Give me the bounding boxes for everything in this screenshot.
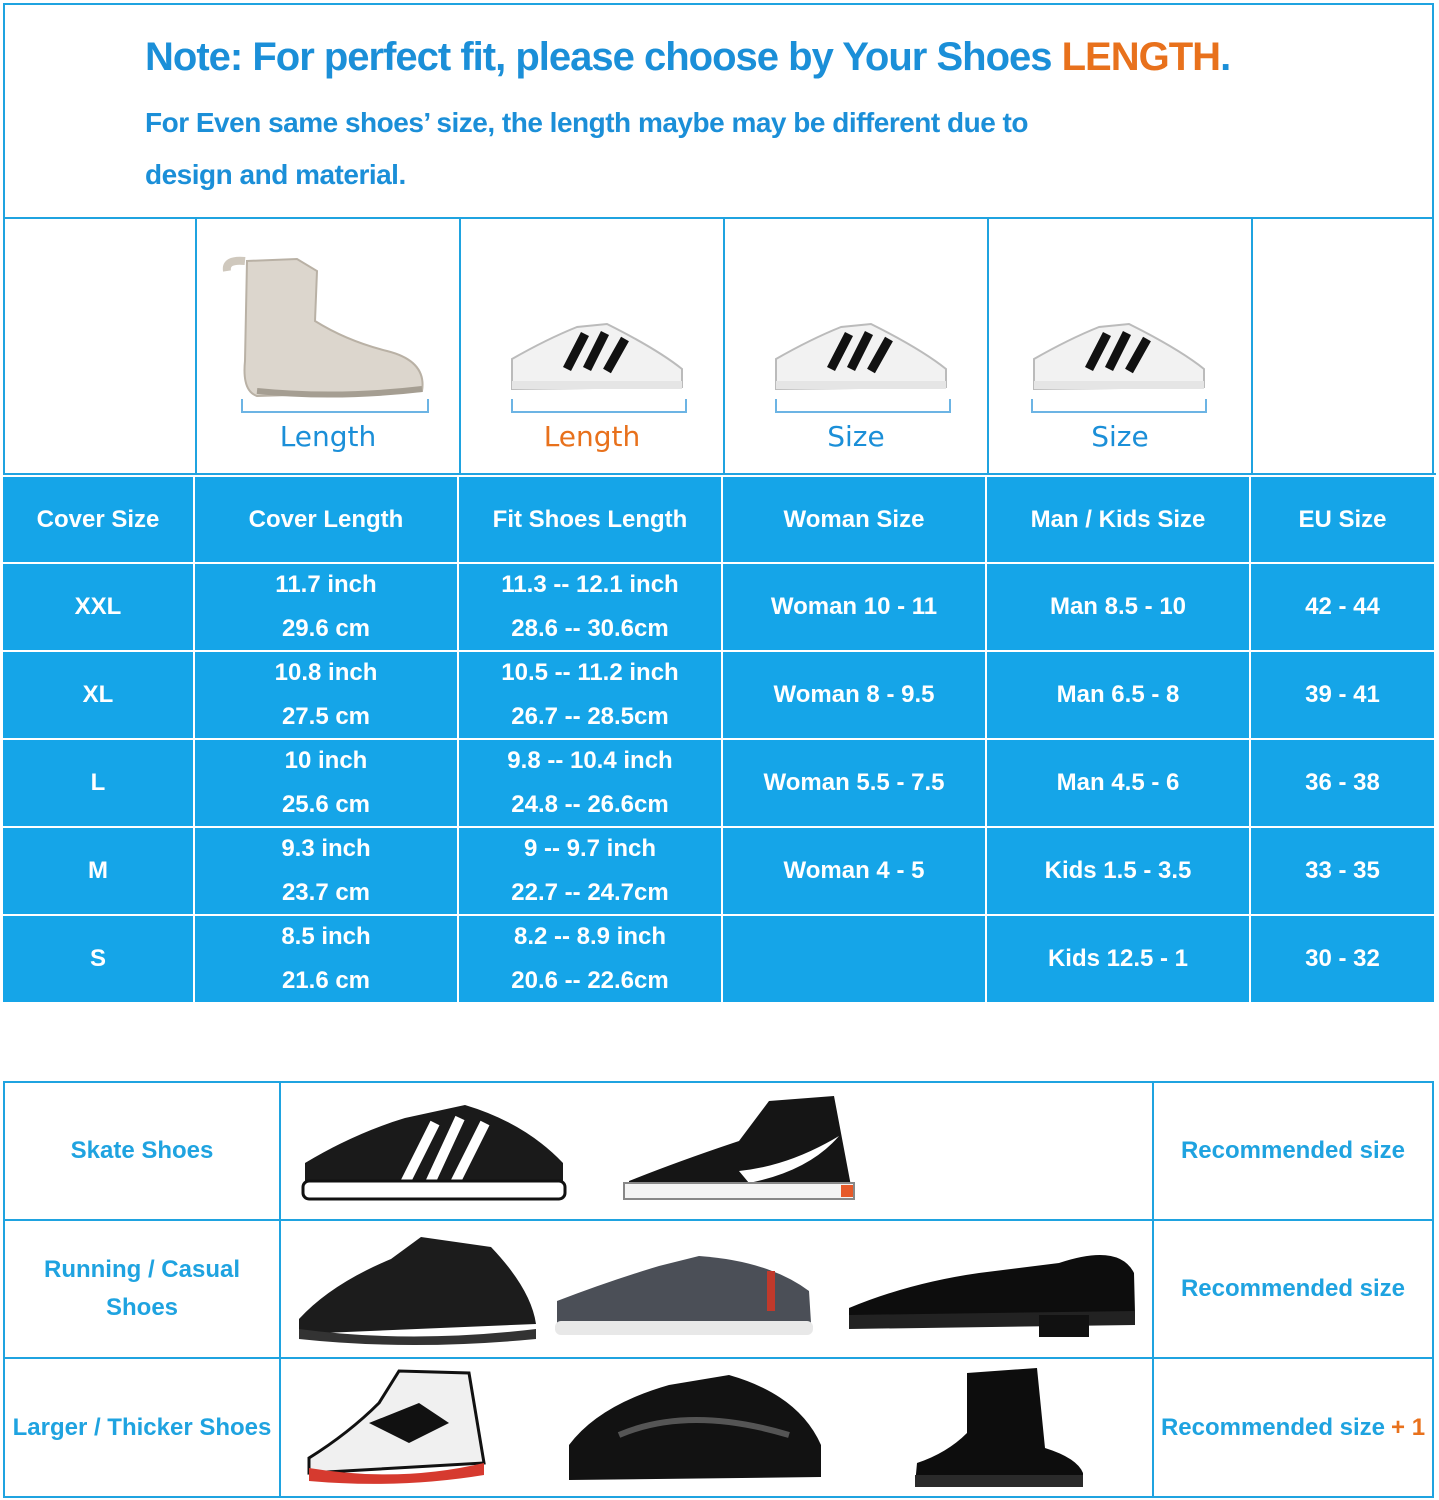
- shoe-type-row-skate: [5, 1083, 1432, 1221]
- cell-cover-length: [195, 740, 459, 826]
- shoe-type-label: Larger / Thicker Shoes: [5, 1359, 281, 1496]
- fit-length-inch: 11.3 -- 12.1 inch: [501, 571, 679, 598]
- note-title: [145, 35, 1230, 80]
- image-cell-man-size: [989, 219, 1253, 475]
- shoe-type-label: Running / Casual Shoes: [5, 1221, 281, 1357]
- note-box: [3, 3, 1434, 219]
- header-man-kids-size: Man / Kids Size: [987, 477, 1251, 562]
- sneaker-icon: [507, 319, 687, 399]
- shoe-images: [283, 1083, 1150, 1219]
- cover-length-inch: 8.5 inch: [281, 923, 371, 950]
- cell-eu-size: 33 - 35: [1305, 857, 1380, 884]
- header-cover-size: Cover Size: [3, 477, 195, 562]
- cell-fit-length: [459, 740, 723, 826]
- note-subtitle-line2: design and material.: [145, 159, 406, 190]
- chunky-sneaker-icon: [559, 1365, 829, 1489]
- shoe-cover-icon: [217, 241, 437, 401]
- image-cell-shoe-length: [461, 219, 725, 475]
- fit-length-inch: 10.5 -- 11.2 inch: [501, 659, 679, 686]
- fit-length-cm: 28.6 -- 30.6cm: [511, 615, 669, 642]
- cover-length-cm: 25.6 cm: [281, 791, 371, 818]
- table-row: [3, 738, 1434, 826]
- cover-length-cm: 21.6 cm: [281, 967, 371, 994]
- table-row: [3, 562, 1434, 650]
- running-shoe-icon: [291, 1229, 541, 1351]
- fit-length-cm: 20.6 -- 22.6cm: [511, 967, 669, 994]
- boot-icon: [907, 1363, 1087, 1491]
- cell-fit-length: [459, 828, 723, 914]
- image-label-shoe-length: Length: [543, 420, 641, 453]
- note-title-accent: LENGTH: [1061, 35, 1221, 79]
- table-row: [3, 650, 1434, 738]
- image-cell-empty: [5, 219, 197, 475]
- cover-length-cm: 27.5 cm: [281, 703, 371, 730]
- note-title-prefix: Note: For perfect fit, please choose by Your Shoes: [145, 35, 1062, 79]
- fit-length-inch: 9.8 -- 10.4 inch: [507, 747, 673, 774]
- cell-cover-length: [195, 652, 459, 738]
- recommendation: [1152, 1083, 1432, 1219]
- cell-man-kids-size: Kids 12.5 - 1: [987, 916, 1251, 1002]
- fit-length-inch: 9 -- 9.7 inch: [523, 835, 657, 862]
- cell-fit-length: [459, 652, 723, 738]
- shoe-images: [283, 1359, 1150, 1496]
- shoe-type-table: [3, 1081, 1434, 1498]
- cover-length-inch: 9.3 inch: [281, 835, 371, 862]
- image-cell-woman-size: [725, 219, 989, 475]
- note-title-suffix: .: [1220, 35, 1231, 79]
- cell-eu-size: 39 - 41: [1305, 681, 1380, 708]
- recommendation-plus: + 1: [1391, 1413, 1426, 1441]
- note-subtitle-line1: For Even same shoes’ size, the length maybe may be different due to: [145, 107, 1028, 138]
- cover-measure-line: [241, 399, 429, 413]
- loafer-icon: [839, 1233, 1139, 1345]
- sneaker-icon: [771, 319, 951, 399]
- cell-cover-size: S: [3, 916, 195, 1002]
- image-label-man-size: Size: [1091, 420, 1149, 453]
- size-table-header: [3, 475, 1434, 562]
- recommendation: [1152, 1359, 1432, 1496]
- image-cell-empty-right: [1253, 219, 1436, 475]
- cell-cover-length: [195, 916, 459, 1002]
- header-eu-size: EU Size: [1298, 505, 1387, 533]
- fit-length-inch: 8.2 -- 8.9 inch: [513, 923, 667, 950]
- high-top-icon: [619, 1091, 859, 1211]
- cover-length-inch: 10.8 inch: [274, 659, 378, 686]
- cell-man-kids-size: Kids 1.5 - 3.5: [987, 828, 1251, 914]
- cell-cover-size: M: [3, 828, 195, 914]
- cell-cover-length: [195, 564, 459, 650]
- recommendation-text: Recommended size: [1160, 1413, 1386, 1441]
- man-size-measure-line: [1031, 399, 1207, 413]
- fit-length-cm: 26.7 -- 28.5cm: [511, 703, 669, 730]
- table-row: [3, 914, 1434, 1002]
- cell-fit-length: [459, 564, 723, 650]
- recommendation-text: Recommended size: [1180, 1137, 1406, 1164]
- image-cell-cover: [197, 219, 461, 475]
- image-row: [3, 219, 1434, 475]
- cell-cover-size: XXL: [3, 564, 195, 650]
- table-row: [3, 826, 1434, 914]
- cell-eu-size: 36 - 38: [1305, 769, 1380, 796]
- recommendation-text: Recommended size: [1180, 1275, 1406, 1302]
- cover-length-inch: 11.7 inch: [275, 571, 377, 598]
- shoe-images: [283, 1221, 1150, 1357]
- sneaker-icon: [1029, 319, 1209, 399]
- cell-cover-length: [195, 828, 459, 914]
- skate-shoe-icon: [295, 1093, 570, 1208]
- header-cover-length: Cover Length: [195, 477, 459, 562]
- header-woman-size: Woman Size: [723, 477, 987, 562]
- recommendation: [1152, 1221, 1432, 1357]
- cover-length-cm: 29.6 cm: [281, 615, 371, 642]
- image-label-woman-size: Size: [827, 420, 885, 453]
- cell-cover-size: XL: [3, 652, 195, 738]
- fit-length-cm: 22.7 -- 24.7cm: [511, 879, 669, 906]
- cell-man-kids-size: Man 8.5 - 10: [987, 564, 1251, 650]
- cell-woman-size: Woman 5.5 - 7.5: [723, 740, 987, 826]
- fit-length-cm: 24.8 -- 26.6cm: [511, 791, 669, 818]
- shoe-length-measure-line: [511, 399, 687, 413]
- shoe-type-row-running: [5, 1221, 1432, 1359]
- image-label-cover-length: Length: [279, 420, 377, 453]
- cell-woman-size: [723, 916, 987, 1002]
- cell-man-kids-size: Man 6.5 - 8: [987, 652, 1251, 738]
- cell-eu-size: 30 - 32: [1305, 945, 1380, 972]
- cell-man-kids-size: Man 4.5 - 6: [987, 740, 1251, 826]
- cell-fit-length: [459, 916, 723, 1002]
- cell-woman-size: Woman 4 - 5: [723, 828, 987, 914]
- shoe-type-label: Skate Shoes: [5, 1083, 281, 1219]
- casual-shoe-icon: [549, 1241, 817, 1341]
- header-fit-shoes-length: Fit Shoes Length: [459, 477, 723, 562]
- cover-length-cm: 23.7 cm: [281, 879, 371, 906]
- shoe-type-row-larger: [5, 1359, 1432, 1496]
- basketball-shoe-icon: [299, 1363, 489, 1491]
- cell-cover-size: L: [3, 740, 195, 826]
- cell-woman-size: Woman 10 - 11: [723, 564, 987, 650]
- cover-length-inch: 10 inch: [284, 747, 368, 774]
- cell-woman-size: Woman 8 - 9.5: [723, 652, 987, 738]
- woman-size-measure-line: [775, 399, 951, 413]
- cell-eu-size: 42 - 44: [1305, 593, 1380, 620]
